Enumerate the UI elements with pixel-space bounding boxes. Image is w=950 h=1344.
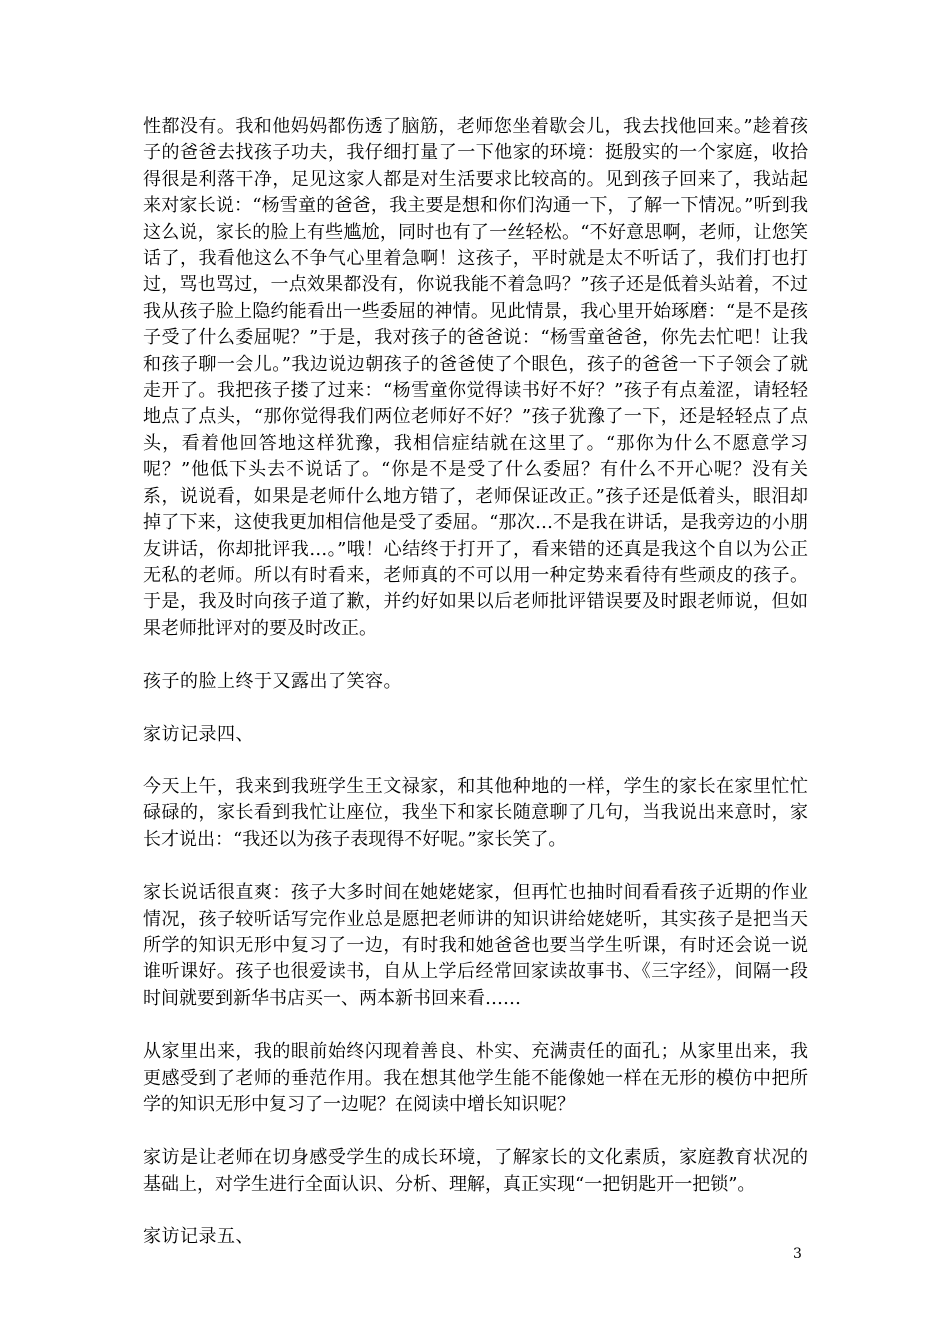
paragraph-visit-wang: 今天上午，我来到我班学生王文禄家，和其他种地的一样，学生的家长在家里忙忙碌碌的，家长看到我忙让座位，我坐下和家长随意聊了几句，当我说出来意时，家长才说出：“我还以为孩子表现得不好呢。”家长笑了。	[143, 775, 808, 850]
paragraph-smile: 孩子的脸上终于又露出了笑容。	[143, 671, 402, 693]
section-heading-record-5: 家访记录五、	[143, 1226, 254, 1248]
paragraph-reflection: 从家里出来，我的眼前始终闪现着善良、朴实、充满责任的面孔；从家里出来，我更感受到了老师的垂范作用。我在想其他学生能不能像她一样在无形的模仿中把所学的知识无形中复习了一边呢？在阅读中增长知识呢？	[143, 1041, 808, 1115]
page-number: 3	[793, 1246, 802, 1262]
section-heading-record-4: 家访记录四、	[143, 723, 254, 745]
paragraph-continuation: 性都没有。我和他妈妈都伤透了脑筋，老师您坐着歇会儿，我去找他回来。”趁着孩子的爸爸去找孩子功夫，我仔细打量了一下他家的环境：挺殷实的一个家庭，收拾得很是利落干净，足见这家人都是对生活要求比较高的。见到孩子回来了，我站起来对家长说：“杨雪童的爸爸，我主要是想和你们沟通一下，了解一下情况。”听到我这么说，家长的脸上有些尴尬，同时也有了一丝轻松。“不好意思啊，老师，让您笑话了，我看他这么不争气心里着急啊！这孩子，平时就是太不听话了，我们打也打过，骂也骂过，一点效果都没有，你说我能不着急吗？”孩子还是低着头站着，不过我从孩子脸上隐约能看出一些委屈的神情。见此情景，我心里开始琢磨：“是不是孩子受了什么委屈呢？”于是，我对孩子的爸爸说：“杨雪童爸爸，你先去忙吧！让我和孩子聊一会儿。”我边说边朝孩子的爸爸使了个眼色，孩子的爸爸一下子领会了就走开了。我把孩子搂了过来：“杨雪童你觉得读书好不好？”孩子有点羞涩，请轻轻地点了点头，“那你觉得我们两位老师好不好？”孩子犹豫了一下，还是轻轻点了点头，看着他回答地这样犹豫，我相信症结就在这里了。“那你为什么不愿意学习呢？”他低下头去不说话了。“你是不是受了什么委屈？有什么不开心呢？没有关系，说说看，如果是老师什么地方错了，老师保证改正。”孩子还是低着头，眼泪却掉了下来，这使我更加相信他是受了委屈。“那次…不是我在讲话，是我旁边的小朋友讲话，你却批评我…。”哦！心结终于打开了，看来错的还真是我这个自以为公正无私的老师。所以有时看来，老师真的不可以用一种定势来看待有些顽皮的孩子。于是，我及时向孩子道了歉，并约好如果以后老师批评错误要及时跟老师说，但如果老师批评对的要及时改正。	[143, 116, 808, 639]
paragraph-parent-talk: 家长说话很直爽：孩子大多时间在她姥姥家，但再忙也抽时间看看孩子近期的作业情况，孩子较听话写完作业总是愿把老师讲的知识讲给姥姥听，其实孩子是把当天所学的知识无形中复习了一边，有时我和她爸爸也要当学生听课，有时还会说一说谁听课好。孩子也很爱读书，自从上学后经常回家读故事书、《三字经》，间隔一段时间就要到新华书店买一、两本新书回来看……	[143, 882, 808, 1009]
paragraph-home-visit-purpose: 家访是让老师在切身感受学生的成长环境，了解家长的文化素质，家庭教育状况的基础上，对学生进行全面认识、分析、理解，真正实现“一把钥匙开一把锁”。	[143, 1147, 808, 1195]
document-body	[143, 114, 808, 1251]
